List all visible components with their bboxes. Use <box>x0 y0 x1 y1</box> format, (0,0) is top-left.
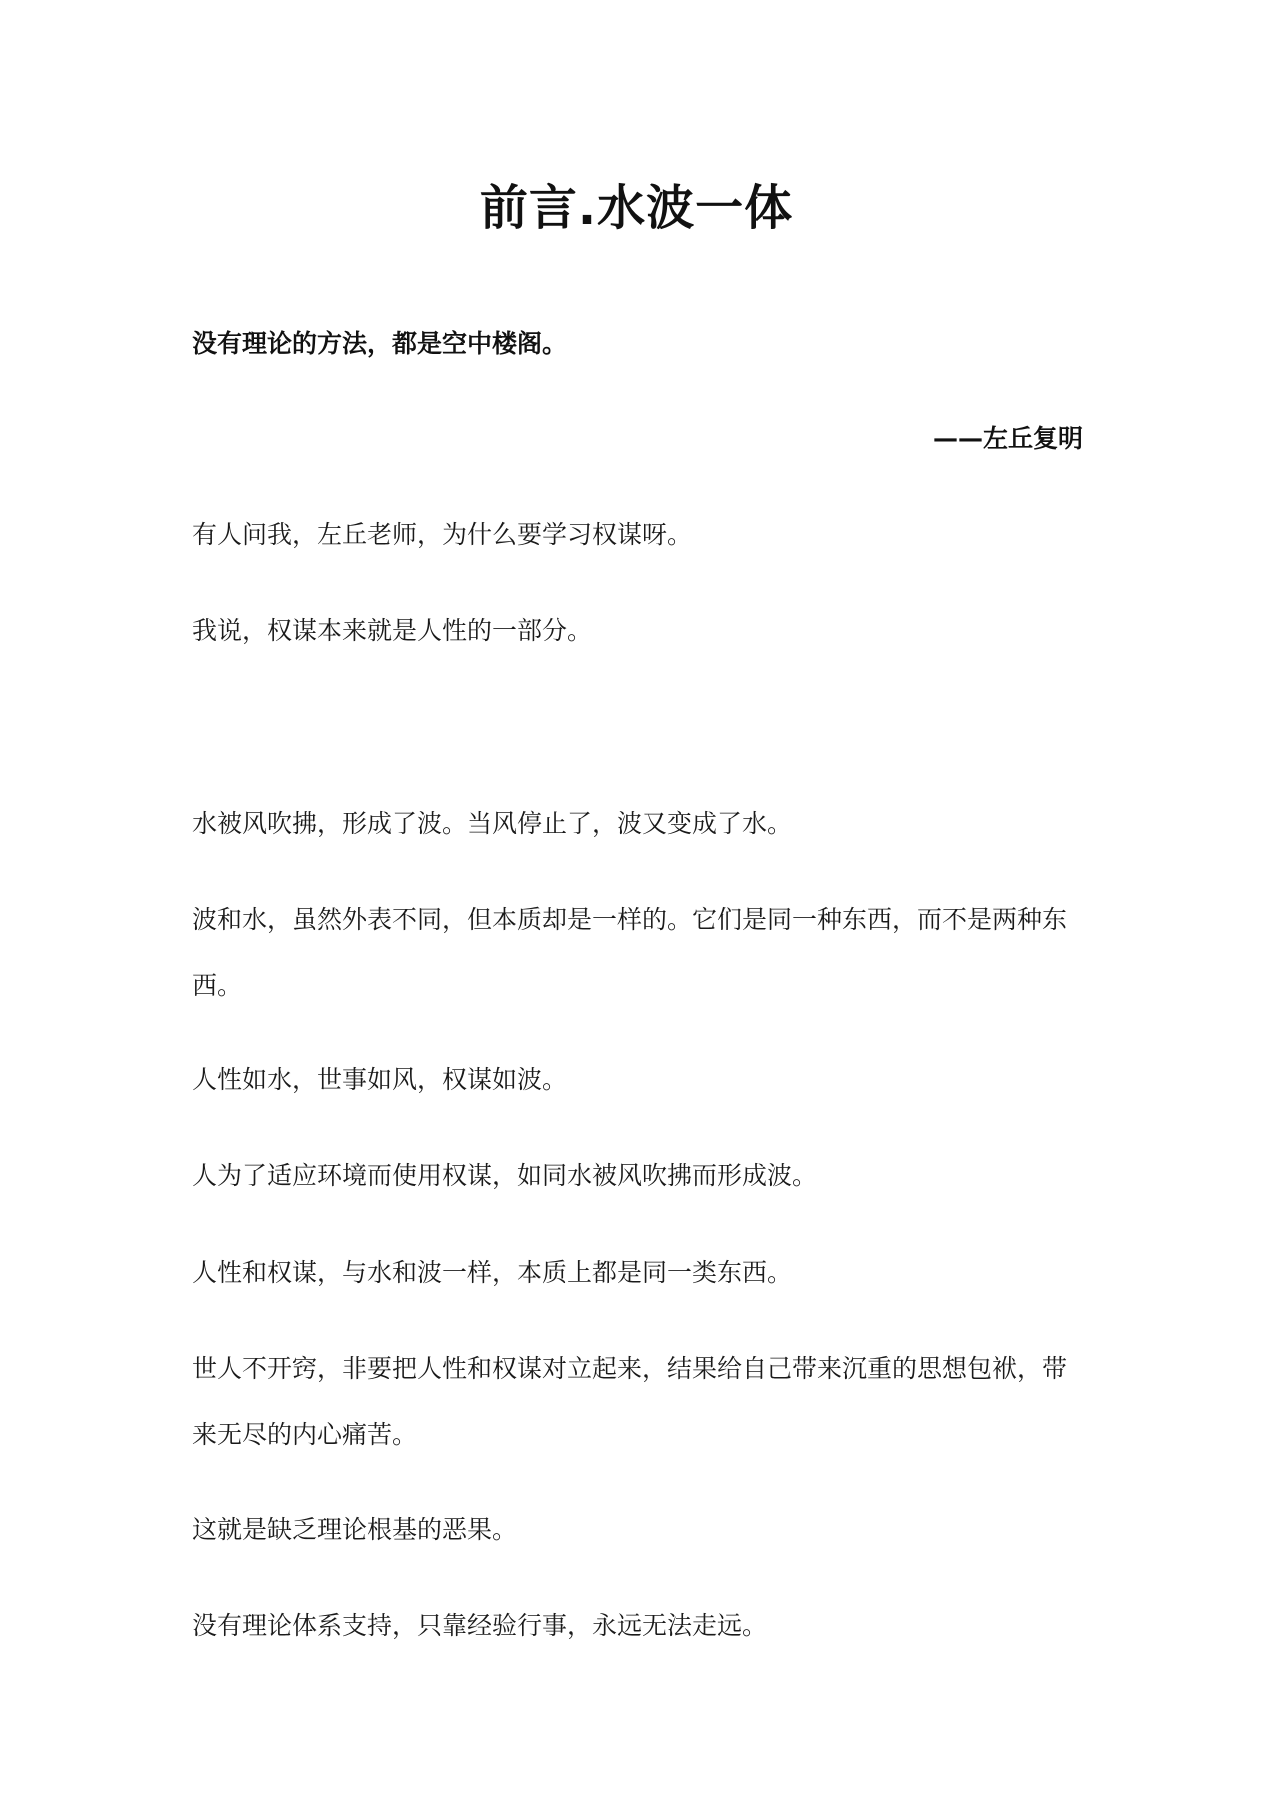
body-paragraph: 波和水，虽然外表不同，但本质却是一样的。它们是同一种东西，而不是两种东西。 <box>192 905 1068 1000</box>
body-paragraph: 人性和权谋，与水和波一样，本质上都是同一类东西。 <box>192 1258 793 1287</box>
body-paragraph: 有人问我，左丘老师，为什么要学习权谋呀。 <box>192 520 693 549</box>
page-title: 前言.水波一体 <box>479 180 794 236</box>
body-paragraph: 我说，权谋本来就是人性的一部分。 <box>192 616 593 645</box>
body-paragraph: 没有理论体系支持，只靠经验行事，永远无法走远。 <box>192 1611 768 1640</box>
body-paragraph: 人性如水，世事如风，权谋如波。 <box>192 1065 568 1094</box>
epigraph-quote: 没有理论的方法，都是空中楼阁。 <box>192 329 568 358</box>
body-paragraph: 水被风吹拂，形成了波。当风停止了，波又变成了水。 <box>192 809 793 838</box>
body-paragraph: 这就是缺乏理论根基的恶果。 <box>192 1515 518 1544</box>
epigraph-author: ——左丘复明 <box>932 424 1083 453</box>
body-paragraph: 人为了适应环境而使用权谋，如同水被风吹拂而形成波。 <box>192 1161 818 1190</box>
body-paragraph: 世人不开窍，非要把人性和权谋对立起来，结果给自己带来沉重的思想包袱，带来无尽的内心痛苦。 <box>192 1354 1068 1449</box>
